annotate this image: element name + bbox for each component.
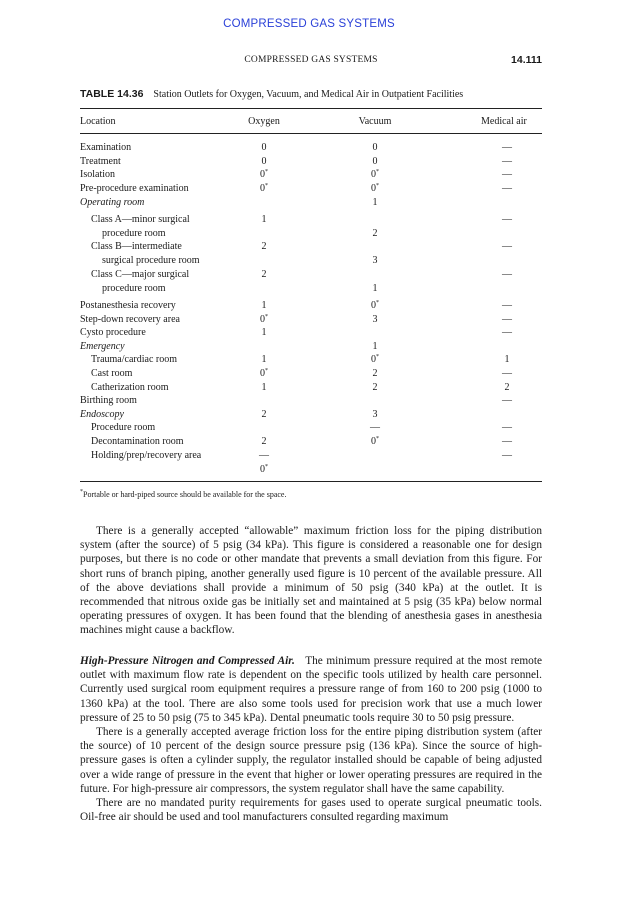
oxygen-cell: 1: [261, 214, 267, 225]
medical-air-cell: —: [502, 314, 512, 325]
vacuum-cell: 2: [372, 382, 378, 393]
medical-air-cell: 1: [504, 354, 510, 365]
location-cell: Treatment: [80, 156, 121, 167]
footnote-mark: *: [265, 169, 268, 175]
location-cell: Holding/prep/recovery area: [91, 450, 202, 461]
oxygen-cell: 1: [261, 327, 267, 338]
medical-air-cell: —: [502, 169, 512, 180]
footnote-mark: *: [376, 183, 379, 189]
footnote-mark: *: [80, 489, 83, 495]
vacuum-cell: 2: [372, 228, 378, 239]
location-cell: Trauma/cardiac room: [91, 354, 177, 365]
location-cell: Decontamination room: [91, 436, 184, 447]
location-cell: Class B—intermediate: [91, 241, 182, 252]
vacuum-cell: 1: [372, 283, 378, 294]
vacuum-cell: 2: [372, 368, 378, 379]
paragraph-distribution: There is a generally accepted average friction loss for the entire piping distribution system (after the source) of 10 percent of the design source pressure psig (136 kPa). Since the source of high-pressure gases is often a cylinder supply, the regulator installed should be capable of being adjusted over a wide range of pressure in the event that higher or lower operating pressures are required in the future. For high-pressure air compressors, the system regulator shall have the same capability.: [80, 726, 542, 795]
vacuum-cell: 0*: [371, 354, 379, 365]
medical-air-cell: —: [502, 368, 512, 379]
footnote-mark: *: [376, 300, 379, 306]
oxygen-cell: 0*: [260, 183, 268, 194]
oxygen-cell: 1: [261, 382, 267, 393]
document-banner: COMPRESSED GAS SYSTEMS: [223, 18, 395, 30]
footnote-mark: *: [376, 354, 379, 360]
page-number: 14.111: [511, 54, 542, 66]
medical-air-cell: —: [502, 450, 512, 461]
table-footnote: *Portable or hard-piped source should be available for the space.: [80, 489, 287, 499]
oxygen-cell: 1: [261, 354, 267, 365]
footnote-mark: *: [376, 169, 379, 175]
oxygen-cell: 0: [261, 156, 267, 167]
location-cell: Pre-procedure examination: [80, 183, 189, 194]
vacuum-cell: 0*: [371, 183, 379, 194]
oxygen-cell: 2: [261, 436, 267, 447]
vacuum-cell: 0: [372, 156, 378, 167]
vacuum-cell: 0*: [371, 169, 379, 180]
table-title: Station Outlets for Oxygen, Vacuum, and Medical Air in Outpatient Facilities: [153, 89, 464, 100]
oxygen-cell: 0*: [260, 368, 268, 379]
vacuum-cell: 3: [372, 409, 378, 420]
vacuum-cell: —: [370, 422, 380, 433]
footnote-mark: *: [265, 368, 268, 374]
location-cell-continued: surgical procedure room: [102, 255, 200, 266]
location-group-heading: Emergency: [80, 341, 125, 352]
location-cell: Postanesthesia recovery: [80, 300, 176, 311]
medical-air-cell: —: [502, 241, 512, 252]
vacuum-cell: 0*: [371, 300, 379, 311]
vacuum-cell: 0*: [371, 436, 379, 447]
oxygen-cell: 2: [261, 409, 267, 420]
location-cell: Cysto procedure: [80, 327, 146, 338]
vacuum-cell: 1: [372, 341, 378, 352]
location-cell: Isolation: [80, 169, 115, 180]
oxygen-cell: 0*: [260, 314, 268, 325]
running-head-title: COMPRESSED GAS SYSTEMS: [244, 55, 378, 65]
oxygen-cell: 2: [261, 241, 267, 252]
medical-air-cell: —: [502, 214, 512, 225]
location-cell: Birthing room: [80, 395, 137, 406]
vacuum-cell: 0: [372, 142, 378, 153]
table-label: TABLE 14.36: [80, 88, 144, 100]
table-caption: [80, 88, 542, 100]
medical-air-cell: —: [502, 327, 512, 338]
medical-air-cell: —: [502, 269, 512, 280]
location-cell-continued: procedure room: [102, 283, 166, 294]
oxygen-cell: 1: [261, 300, 267, 311]
location-cell: Catherization room: [91, 382, 169, 393]
medical-air-cell: —: [502, 142, 512, 153]
vacuum-cell: 3: [372, 314, 378, 325]
col-header-location: Location: [80, 116, 116, 127]
table-bottom-rule: [80, 481, 542, 482]
medical-air-cell: —: [502, 395, 512, 406]
medical-air-cell: —: [502, 300, 512, 311]
location-cell: Examination: [80, 142, 132, 153]
footnote-mark: *: [265, 183, 268, 189]
col-header-medical-air: Medical air: [481, 116, 527, 127]
footnote-mark: *: [265, 464, 268, 470]
medical-air-cell: —: [502, 436, 512, 447]
paragraph-friction-loss: There is a generally accepted “allowable” maximum friction loss for the piping distribution system (after the source) of 5 psig (34 kPa). This figure is considered a reasonable one for design purposes, but there is no code or other mandate that prevents a small deviation from this figure. For short runs of branch piping, another generally used figure is 10 percent of the available pressure. All of the above deviations shall provide a minimum of 50 psig (340 kPa) at the outlet. It is recommended that nitrous oxide gas be initially set and maintained at 5 psig (35 kPa) below normal operating pressures of oxygen. It has been found that the blending of anesthesia gases in anesthesia machines might cause a backflow.: [80, 525, 542, 637]
oxygen-cell: 0*: [260, 169, 268, 180]
body-text-block-1: [80, 524, 542, 638]
location-group-heading: Operating room: [80, 197, 145, 208]
location-cell: Step-down recovery area: [80, 314, 180, 325]
table-header-rule: [80, 133, 542, 134]
table-top-rule: [80, 108, 542, 109]
medical-air-cell: —: [502, 183, 512, 194]
col-header-oxygen: Oxygen: [248, 116, 280, 127]
vacuum-cell: 3: [372, 255, 378, 266]
col-header-vacuum: Vacuum: [358, 116, 392, 127]
body-text-block-2: [80, 654, 542, 824]
paragraph-high-pressure: High-Pressure Nitrogen and Compressed Air. The minimum pressure required at the most remote outlet with maximum flow rate is dependent on the specific tools utilized by health care personnel. Currently used surgical room equipment requires a pressure range of from 160 to 200 psig (1000 to 1360 kPa) at the tool. There are also some tools used for precision work that use a much lower pressure of 25 to 50 psig (75 to 345 kPa). Dental pneumatic tools require 30 to 50 psig pressure.: [80, 655, 542, 724]
oxygen-cell: 2: [261, 269, 267, 280]
oxygen-cell: —: [259, 450, 269, 461]
footnote-mark: *: [265, 314, 268, 320]
location-cell-continued: procedure room: [102, 228, 166, 239]
location-cell: Procedure room: [91, 422, 156, 433]
location-cell: Cast room: [91, 368, 133, 379]
section-heading: High-Pressure Nitrogen and Compressed Air.: [80, 655, 295, 667]
location-group-heading: Endoscopy: [80, 409, 124, 420]
medical-air-cell: —: [502, 422, 512, 433]
location-cell: Class C—major surgical: [91, 269, 190, 280]
medical-air-cell: —: [502, 156, 512, 167]
vacuum-cell: 1: [372, 197, 378, 208]
footnote-mark: *: [376, 436, 379, 442]
medical-air-cell: 2: [504, 382, 510, 393]
location-cell: Class A—minor surgical: [91, 214, 190, 225]
paragraph-purity: There are no mandated purity requirements for gases used to operate surgical pneumatic tools. Oil-free air should be used and tool manufacturers consulted regarding maximum: [80, 797, 542, 824]
oxygen-cell: 0: [261, 142, 267, 153]
oxygen-cell: 0*: [260, 464, 268, 475]
